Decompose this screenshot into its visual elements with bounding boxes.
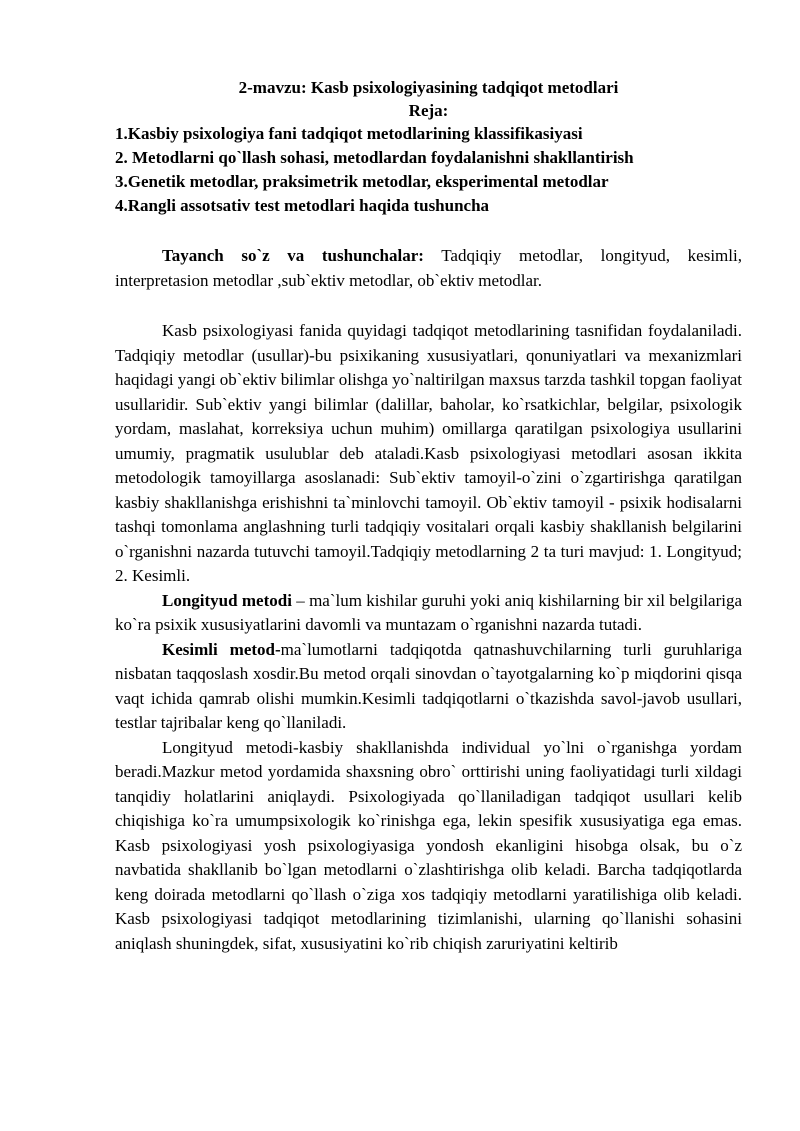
plan-heading: Reja: <box>408 101 449 120</box>
keywords-paragraph <box>115 244 742 293</box>
kesimli-label: Kesimli metod- <box>162 639 281 659</box>
keywords-label: Tayanch so`z va tushunchalar: <box>162 246 424 265</box>
page-title: 2-mavzu: Kasb psixologiyasining tadqiqot metodlari <box>238 78 619 97</box>
last-paragraph: Longityud metodi-kasbiy shakllanishda individual yo`lni o`rganishga yordam beradi.Mazkur metod yordamida shaxsning obro` orttirishi uning faoliyatidagi turli xildagi tanqidiy holatlarini aniqlaydi. Psixologiyada qo`llaniladigan tadqiqot usullari kelib chiqishiga ko`ra umumpsixologik ko`rinishga ega, lekin spesifik xususiyatiga ega emas. Kasb psixologiyasi yosh psixologiyasiga yondosh ekanligini hisobga olsak, bu o`z navbatida shakllanib bo`lgan metodlarni o`zlashtirishga olib keladi. Barcha tadqiqotlarda keng doirada metodlarni qo`llash o`ziga xos tadqiqiy metodlarni yaratilishiga olib keladi. Kasb psixologiyasi tadqiqot metodlarining tizimlanishi, ularning qo`llanishi sohasini aniqlash shuningdek, sifat, xususiyatini ko`rib chiqish zaruriyatini keltirib <box>115 737 742 953</box>
plan-item: 1.Kasbiy psixologiya fani tadqiqot metodlarining klassifikasiyasi <box>115 124 583 143</box>
longityud-text: – ma`lum kishilar guruhi yoki aniq kishilarning bir xil belgilariga ko`ra psixik xususiyatlarini davomli va muntazam o`rganishni nazarda tutadi. <box>115 590 743 634</box>
kesimli-paragraph <box>115 638 742 736</box>
keywords-text: Tadqiqiy metodlar, longityud, kesimli, interpretasion metodlar ,sub`ektiv metodlar, ob`ektiv metodlar. <box>115 246 742 290</box>
plan-item: 2. Metodlarni qo`llash sohasi, metodlardan foydalanishni shakllantirish <box>115 148 634 167</box>
document-body <box>115 76 742 956</box>
plan-item: 3.Genetik metodlar, praksimetrik metodlar, eksperimental metodlar <box>115 172 609 191</box>
plan-item: 4.Rangli assotsativ test metodlari haqida tushuncha <box>115 196 490 215</box>
longityud-label: Longityud metodi <box>162 590 292 610</box>
kesimli-text: ma`lumotlarni tadqiqotda qatnashuvchilarning turli guruhlariga nisbatan taqqoslash xosdir.Bu metod orqali sinovdan o`tayotgalarning ko`p miqdorini qisqa vaqt ichida qamrab olishi mumkin.Kesimli tadqiqotlarni o`tkazishda savol-javob usullari, testlar tajribalar keng qo`llaniladi. <box>115 639 742 732</box>
longityud-paragraph <box>115 589 742 638</box>
plan-list <box>115 122 742 218</box>
intro-paragraph: Kasb psixologiyasi fanida quyidagi tadqiqot metodlarining tasnifidan foydalaniladi. Tadqiqiy metodlar (usullar)-bu psixikaning xususiyatlari, qonuniyatlari va mexanizmlari haqidagi yangi ob`ektiv bilimlar olishga yo`naltirilgan maxsus tarzda tashkil topgan faoliyat usullaridir. Sub`ektiv yangi bilimlar (dalillar, baholar, ko`rsatkichlar, belgilar, psixologik yordam, maslahat, korreksiya uchun muhim) omillarga qaratilgan psixologiya usullarini umumiy, pragmatik usulublar deb ataladi.Kasb psixologiyasi metodlari asosan ikkita metodologik tamoyillarga asoslanadi: Sub`ektiv tamoyil-o`zini o`zgartirishga qaratilgan kasbiy shakllanishga erishishni ta`minlovchi tamoyil. Ob`ektiv tamoyil - psixik hodisalarni tashqi tomonlama anglashning turli tadqiqiy vositalari orqali kasbiy shakllanish belgilarini o`rganishni nazarda tutuvchi tamoyil.Tadqiqiy metodlarning 2 ta turi mavjud: 1. Longityud; 2. Kesimli. <box>115 321 742 585</box>
